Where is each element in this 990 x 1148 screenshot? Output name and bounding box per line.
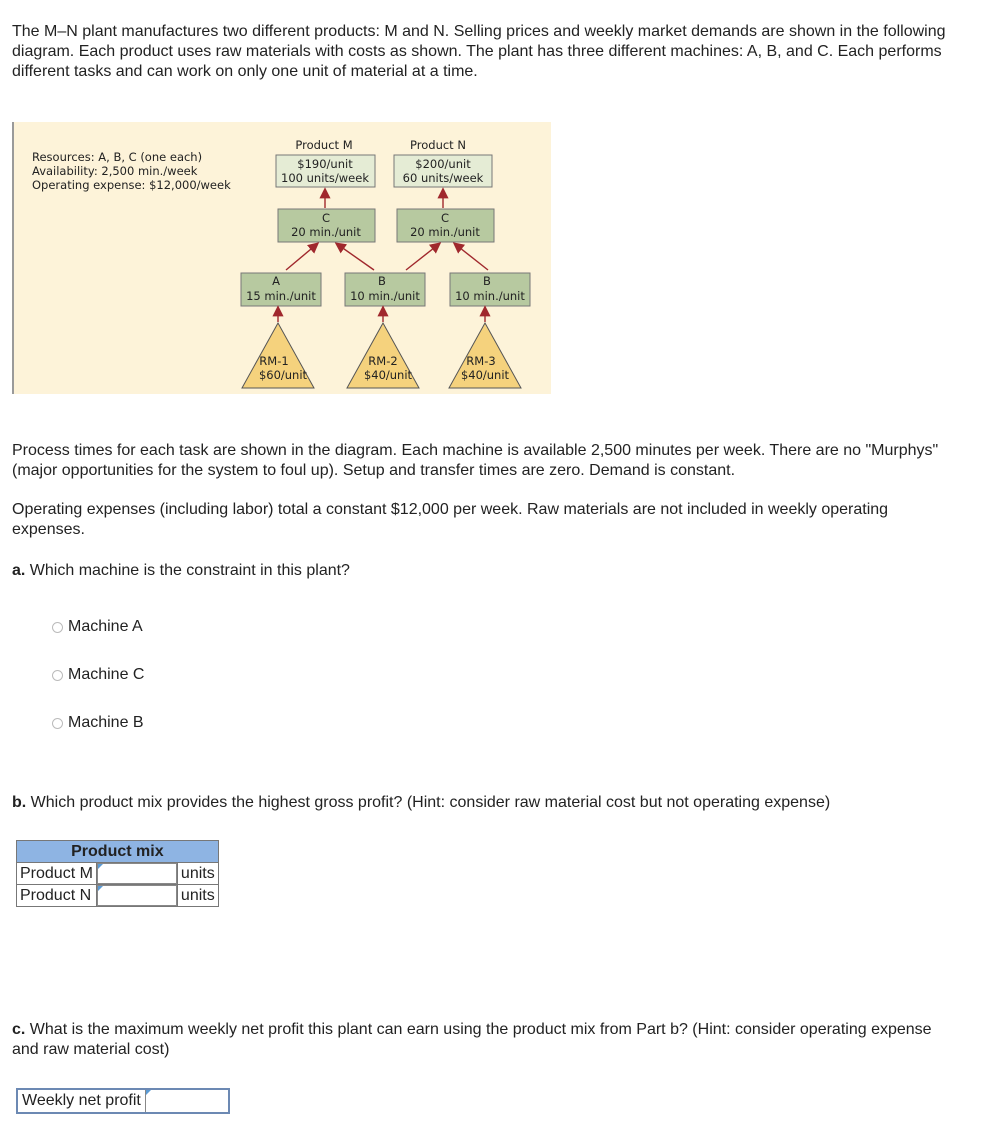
machine-b-mid-label: B bbox=[378, 274, 386, 288]
machine-b-mid-time: 10 min./unit bbox=[350, 289, 420, 303]
option-machine-b-label: Machine B bbox=[68, 714, 144, 731]
process-paragraph: Process times for each task are shown in the diagram. Each machine is available 2,500 minutes per week. There are no "Murphys" (major opportunities for the system to foul up). Setup and transfer times are zero. Demand is constant. bbox=[12, 442, 939, 479]
weekly-net-profit-field bbox=[16, 1088, 230, 1114]
question-a bbox=[12, 561, 962, 581]
opex-paragraph: Operating expenses (including labor) total a constant $12,000 per week. Raw materials are not included in weekly operating expenses. bbox=[12, 501, 889, 538]
option-machine-b[interactable] bbox=[52, 714, 144, 732]
arrow-b-to-c-left bbox=[337, 244, 374, 270]
resources-line: Resources: A, B, C (one each) bbox=[32, 150, 203, 164]
question-a-label: a. bbox=[12, 562, 26, 579]
radio-icon[interactable] bbox=[52, 718, 63, 729]
radio-icon[interactable] bbox=[52, 670, 63, 681]
rm2-cost: $40/unit bbox=[363, 368, 413, 382]
product-m-unit: units bbox=[177, 863, 218, 885]
table-row bbox=[17, 863, 219, 885]
product-m-input[interactable] bbox=[97, 863, 177, 884]
question-a-text: Which machine is the constraint in this plant? bbox=[29, 562, 350, 579]
rm3-name: RM-3 bbox=[466, 354, 496, 368]
weekly-net-profit-input[interactable] bbox=[146, 1090, 228, 1112]
radio-icon[interactable] bbox=[52, 622, 63, 633]
product-mix-table bbox=[16, 840, 219, 907]
rm3-cost: $40/unit bbox=[460, 368, 510, 382]
question-c-text: What is the maximum weekly net profit this plant can earn using the product mix from Part b? (Hint: consider operating expense and raw material cost) bbox=[12, 1021, 932, 1058]
weekly-net-profit-label: Weekly net profit bbox=[18, 1090, 146, 1112]
product-n-demand: 60 units/week bbox=[402, 171, 484, 185]
product-n-unit: units bbox=[177, 885, 218, 907]
machine-c-left-time: 20 min./unit bbox=[291, 225, 361, 239]
machine-b-right-time: 10 min./unit bbox=[455, 289, 525, 303]
question-b bbox=[12, 793, 962, 813]
rm1-cost: $60/unit bbox=[258, 368, 308, 382]
intro-paragraph: The M–N plant manufactures two different products: M and N. Selling prices and weekly market demands are shown in the following diagram. Each product uses raw materials with costs as shown. The plant has three different machines: A, B, and C. Each performs different tasks and can work on only one unit of material at a time. bbox=[12, 23, 946, 80]
question-b-text: Which product mix provides the highest gross profit? (Hint: consider raw material cost but not operating expense) bbox=[30, 794, 831, 811]
product-m-label: Product M bbox=[17, 863, 97, 885]
machine-b-right-label: B bbox=[483, 274, 491, 288]
arrow-a-to-c bbox=[286, 244, 317, 270]
option-machine-c-label: Machine C bbox=[68, 666, 145, 683]
arrow-b2-to-c-right bbox=[455, 244, 488, 270]
product-n-price: $200/unit bbox=[415, 157, 471, 171]
machine-c-right-label: C bbox=[440, 211, 450, 225]
rm2-name: RM-2 bbox=[368, 354, 398, 368]
product-m-demand: 100 units/week bbox=[281, 171, 369, 185]
option-machine-a[interactable] bbox=[52, 618, 143, 636]
process-flow-diagram bbox=[12, 122, 551, 394]
operating-expense-line: Operating expense: $12,000/week bbox=[32, 178, 231, 192]
machine-a-label: A bbox=[272, 274, 280, 288]
product-n-title: Product N bbox=[410, 138, 466, 152]
product-m-title: Product M bbox=[295, 138, 353, 152]
arrow-b-to-c-right bbox=[406, 244, 439, 270]
machine-c-right-time: 20 min./unit bbox=[410, 225, 480, 239]
table-row bbox=[17, 885, 219, 907]
availability-line: Availability: 2,500 min./week bbox=[32, 164, 198, 178]
rm1-name: RM-1 bbox=[259, 354, 289, 368]
option-machine-c[interactable] bbox=[52, 666, 144, 684]
product-mix-header: Product mix bbox=[17, 841, 219, 863]
machine-a-time: 15 min./unit bbox=[246, 289, 316, 303]
machine-c-left-label: C bbox=[321, 211, 331, 225]
product-m-price: $190/unit bbox=[297, 157, 353, 171]
question-b-label: b. bbox=[12, 794, 27, 811]
product-n-label: Product N bbox=[17, 885, 97, 907]
option-machine-a-label: Machine A bbox=[68, 618, 143, 635]
product-n-input[interactable] bbox=[97, 885, 177, 906]
question-c-label: c. bbox=[12, 1021, 26, 1038]
question-c bbox=[12, 1020, 962, 1060]
